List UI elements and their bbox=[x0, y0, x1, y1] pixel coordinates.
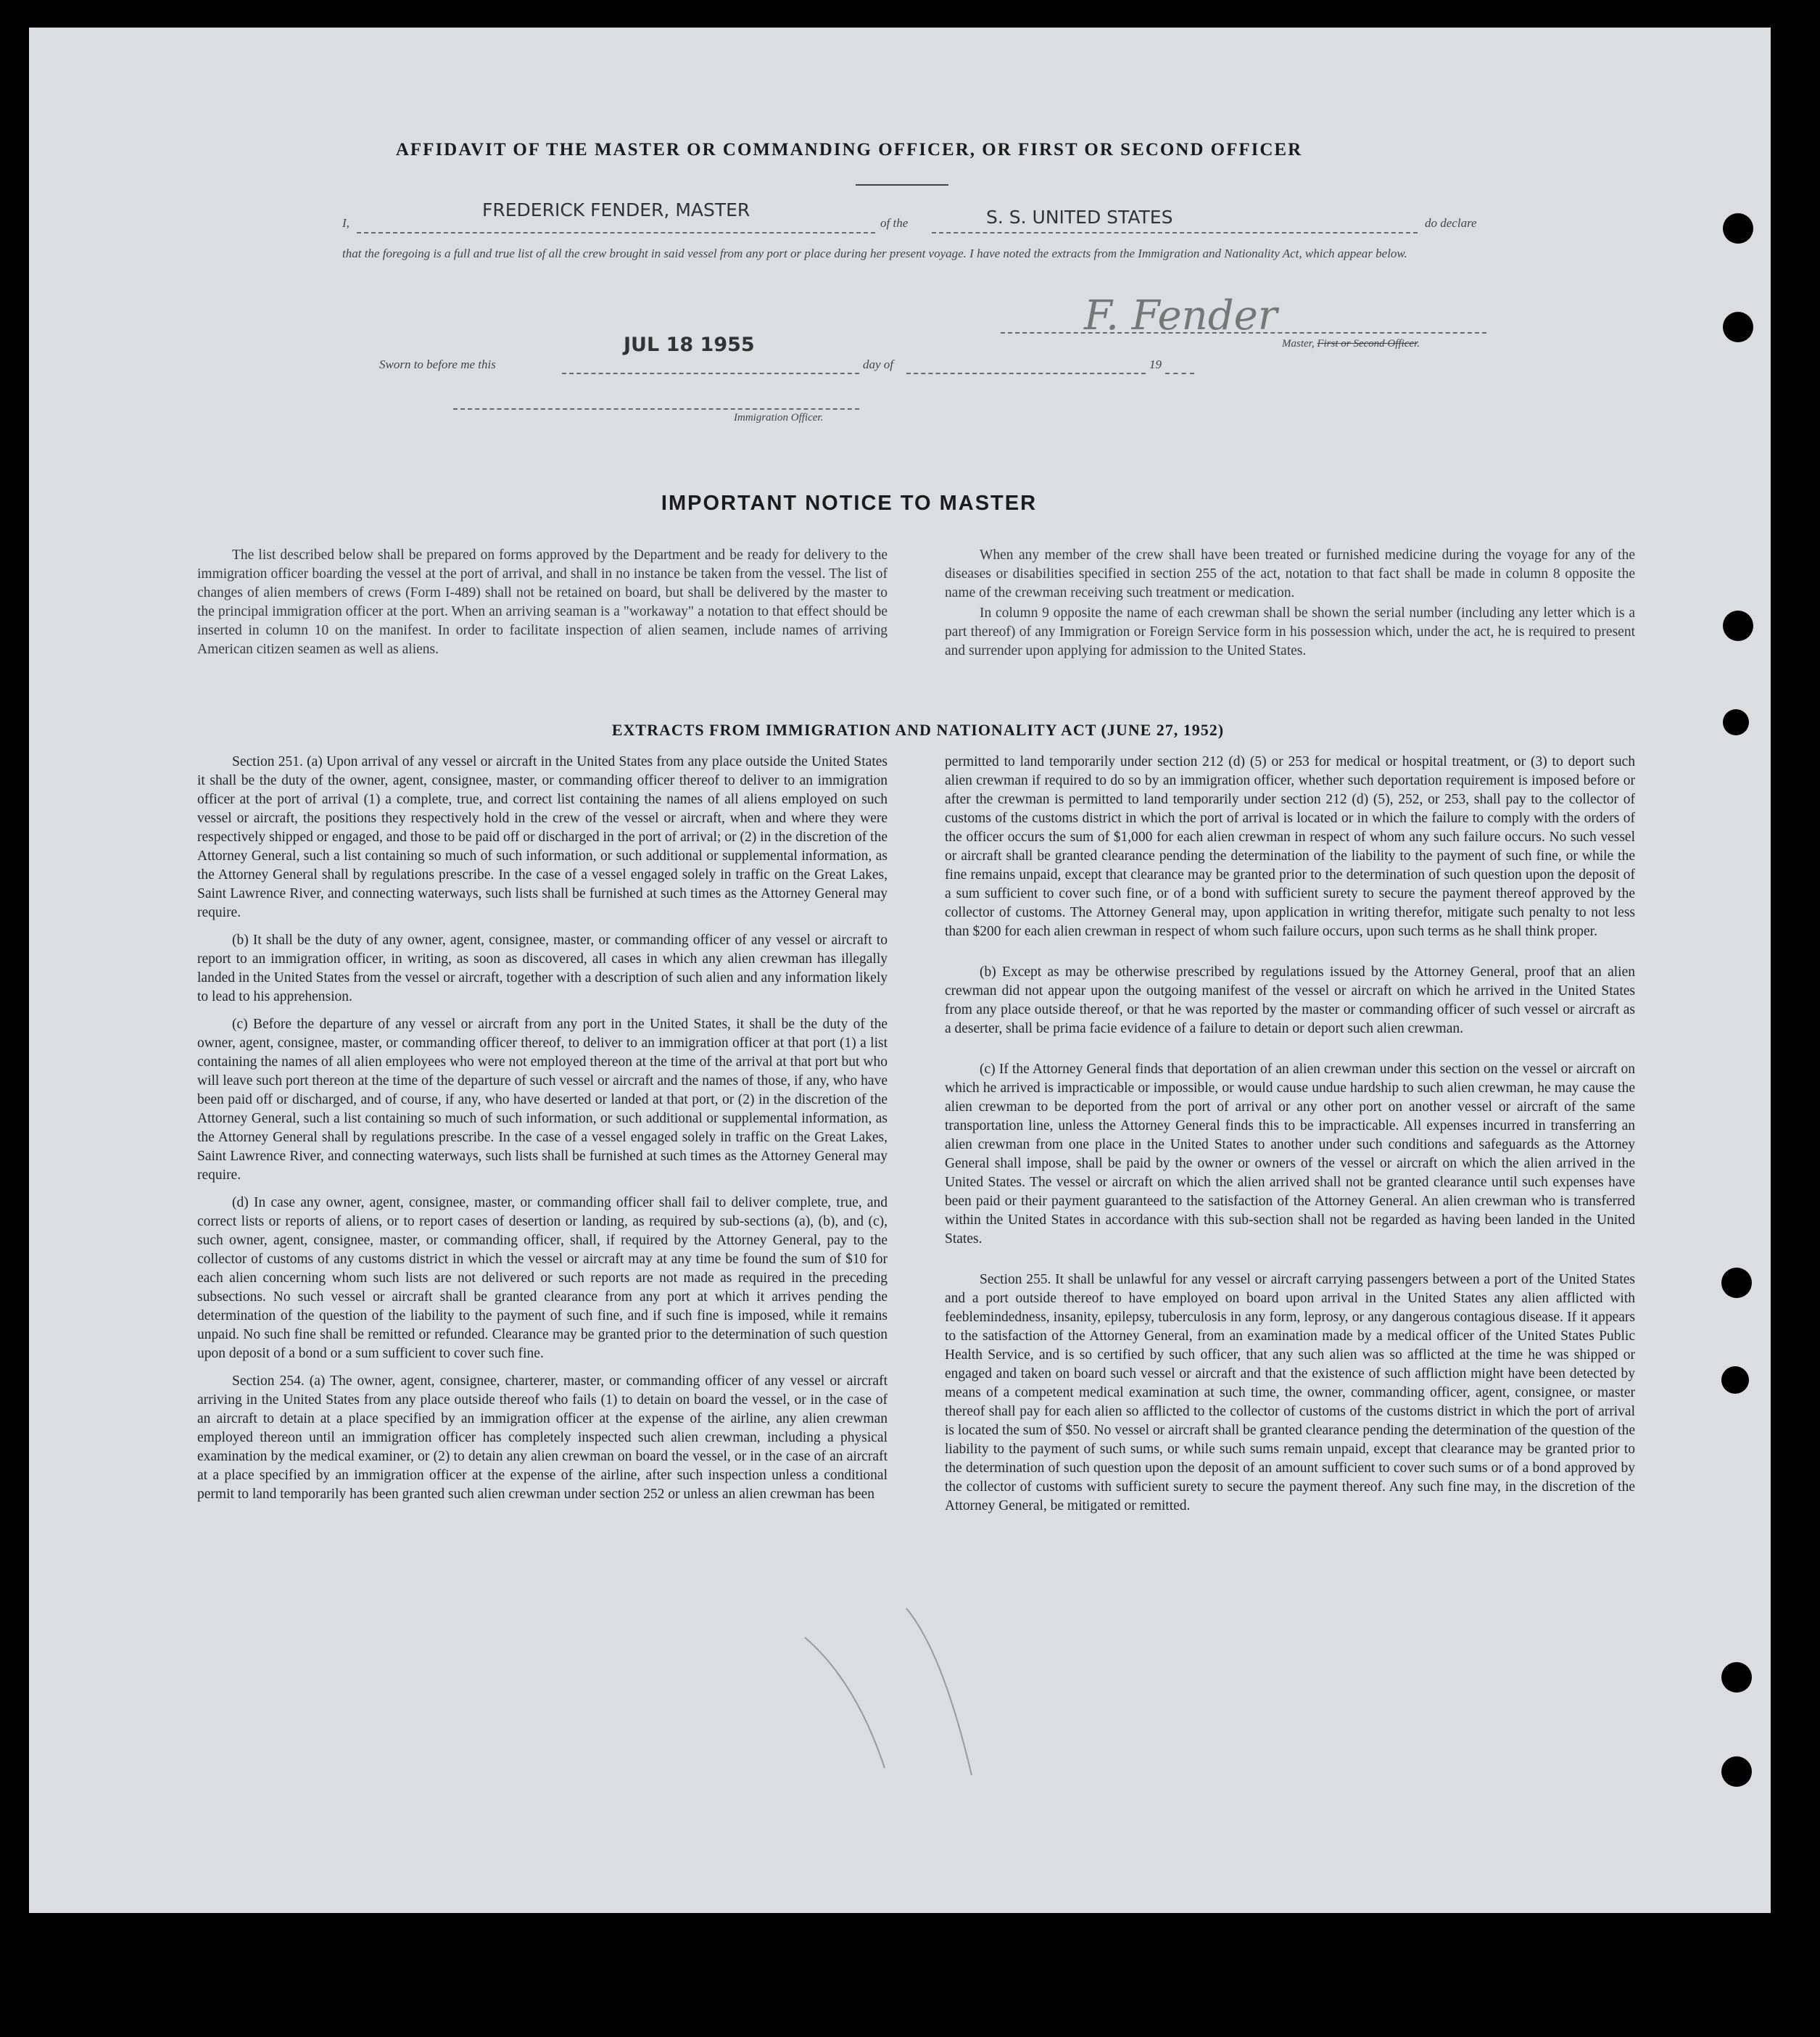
sworn-label: Sworn to before me this bbox=[379, 358, 496, 371]
caption-end: . bbox=[1417, 338, 1420, 350]
extract-section-254b: (b) Except as may be otherwise prescribed by regulations issued by the Attorney General, proof that an alien crewman did not appear upon the outgoing manifest of the vessel or aircraft on which he arrived in the United States from any place outside thereof, or that he was reported by the master or commanding officer of such vessel or aircraft as a deserter, shall be prima facie evidence of a failure to detain or deport such alien crewman. bbox=[945, 964, 1635, 1036]
day-of-label: day of bbox=[863, 358, 894, 371]
extract-section-251d: (d) In case any owner, agent, consignee, master, or commanding officer shall fail to deliver complete, true, and correct lists or reports of aliens, or to report cases of desertion or landing, as required by sub-sections (a), (b), and (c), such owner, agent, consignee, master, or commanding officer, shall, if required by the Attorney General, pay to the collector of customs of any customs district in which the vessel or aircraft may at any time be found the sum of $10 for each alien concerning whom such lists are not delivered or such reports are not made as required in the preceding subsections. No such vessel or aircraft shall be granted clearance from any port at which it arrives pending the determination of the question of the liability to the payment of such fine, and if such fine is imposed, while it remains unpaid. No such fine shall be remitted or refunded. Clearance may be granted prior to the determination of such question upon deposit of a bond or a sum sufficient to cover such fine. bbox=[197, 1195, 888, 1361]
notice-title: IMPORTANT NOTICE TO MASTER bbox=[661, 492, 1038, 515]
officer-caption: Immigration Officer. bbox=[734, 412, 824, 423]
extract-section-251a: Section 251. (a) Upon arrival of any vessel or aircraft in the United States from any place outside the United States it shall be the duty of the owner, agent, consignee, master, or commanding officer thereof to deliver to an immigration officer at the port of arrival (1) a complete, true, and correct list containing the names of all aliens employed on such vessel or aircraft, the positions they respectively hold in the crew of the vessel or aircraft, when and where they were respectively shipped or engaged, and those to be paid off or discharged in the port of arrival; or (2) in the discretion of the Attorney General, such a list containing so much of such information, or such additional or supplemental information, as the Attorney General shall by regulations prescribe. In the case of a vessel engaged solely in traffic on the Great Lakes, Saint Lawrence River, and connecting waterways, such lists shall be furnished at such times as the Attorney General may require. bbox=[197, 754, 888, 920]
caption-master: Master, bbox=[1282, 338, 1315, 350]
punch-hole bbox=[1721, 1662, 1752, 1693]
year-prefix: 19 bbox=[1149, 358, 1162, 371]
do-declare-label: do declare bbox=[1425, 216, 1477, 230]
notice-right-column bbox=[945, 546, 1635, 668]
title-rule bbox=[856, 184, 948, 186]
extract-section-254a: Section 254. (a) The owner, agent, consignee, charterer, master, or commanding officer of any vessel or aircraft arriving in the United States from any place outside thereof who fails (1) to detain on board the vessel, or in the case of an aircraft to detain at a place specified by an immigration officer at the expense of the airline, any alien crewman employed thereon until an immigration officer has completely inspected such alien crewman, including a physical examination by the medical examiner, or (2) to detain any alien crewman on board the vessel, or in the case of an aircraft at a place specified by an immigration officer at the expense of the airline, after such inspection unless a conditional permit to land temporarily has been granted such alien crewman under section 252 or unless an alien crewman has been bbox=[197, 1373, 888, 1502]
master-signature: F. Fender bbox=[1084, 292, 1278, 339]
declaration-text: that the foregoing is a full and true list of all the crew brought in said vessel from any port or place during her present voyage. I have noted the extracts from the Immigration and Nationality Act, which appear below. bbox=[342, 247, 1407, 260]
extract-section-255: Section 255. It shall be unlawful for any vessel or aircraft carrying passengers between a port of the United States and a port outside thereof to have employed on board upon arrival in the United States any alien afflicted with feeblemindedness, insanity, epilepsy, tuberculosis in any form, leprosy, or any dangerous contagious disease. If it appears to the satisfaction of the Attorney General, from an examination made by a medical officer of the United States Public Health Service, and is so certified by such officer, that any such alien was so afflicted at the time he was shipped or engaged and taken on board such vessel or aircraft and that the existence of such affliction might have been detected by means of a competent medical examination at such time, the owner, commanding officer, agent, consignee, or master thereof shall pay for each alien so afflicted to the collector of customs of the customs district in which the port of arrival is located the sum of $50. No vessel or aircraft shall be granted clearance pending the determination of the question of the liability to the payment of such sums, or while such sums remain unpaid, except that clearance may be granted prior to the determination of such question upon the deposit of an amount sufficient to cover such sums or of a bond approved by the collector of customs with sufficient surety to secure the payment thereof. Any such fine may, in the discretion of the Attorney General, be mitigated or remitted. bbox=[945, 1272, 1635, 1513]
caption-struck-officer: First or Second Officer bbox=[1317, 338, 1418, 350]
vessel-filled: S. S. UNITED STATES bbox=[986, 207, 1173, 228]
signature-caption bbox=[1282, 338, 1420, 350]
punch-hole bbox=[1721, 1756, 1752, 1787]
affidavit-title: AFFIDAVIT OF THE MASTER OR COMMANDING OFFICER, OR FIRST OR SECOND OFFICER bbox=[395, 140, 1303, 160]
document-page bbox=[29, 28, 1771, 1913]
extract-section-254c: (c) If the Attorney General finds that deportation of an alien crewman under this section on the vessel or aircraft on which he arrived is impracticable or impossible, or would cause undue hardship to such alien crewman, he may cause the alien crewman to be deported from the port of arrival or any other port on another vessel or aircraft of the same transportation line, unless the Attorney General finds this to be impracticable. All expenses incurred in transferring an alien crewman from one place in the United States to another under such conditions and safeguards as the Attorney General shall impose, shall be paid by the owner or owners of the vessel or aircraft on which the alien arrived in the United States. The vessel or aircraft on which the alien arrived shall not be granted clearance until such expenses have been paid or their payment guaranteed to the satisfaction of the Attorney General. An alien crewman who is transferred within the United States in accordance with this sub-section shall not be regarded as having been landed in the United States. bbox=[945, 1062, 1635, 1247]
of-the-label: of the bbox=[880, 216, 909, 230]
officer-line bbox=[453, 408, 859, 410]
vessel-line bbox=[932, 232, 1418, 234]
name-filled: FREDERICK FENDER, MASTER bbox=[482, 199, 750, 220]
name-line bbox=[357, 232, 875, 234]
date-stamp: JUL 18 1955 bbox=[624, 334, 755, 356]
line-i-label: I, bbox=[342, 216, 349, 230]
sworn-day-line bbox=[562, 373, 859, 374]
punch-hole bbox=[1723, 312, 1753, 342]
notice-left-text: The list described below shall be prepared on forms approved by the Department and be ready for delivery to the immigration officer boarding the vessel at the port of arrival, and shall in no instance be taken from the vessel. The list of changes of alien members of crews (Form I-489) shall not be retained on board, but shall be delivered by the master to the principal immigration officer at the port. When an arriving seaman is a "workaway" a notation to that effect should be inserted in column 10 on the manifest. In order to facilitate inspection of alien seamen, include names of arriving American citizen seamen as well as aliens. bbox=[197, 548, 888, 657]
year-line bbox=[1165, 373, 1194, 374]
extract-section-254a-cont: permitted to land temporarily under section 212 (d) (5) or 253 for medical or hospital treatment, or (3) to deport such alien crewman if required to do so by an immigration officer, whether such deportation requirement is imposed before or after the crewman is permitted to land temporarily under section 212 (d) (5), 252, or 253, shall pay to the collector of customs of the customs district in which the port of arrival is located or in which the failure to comply with the orders of the officer occurs the sum of $1,000 for each alien crewman in respect of whom any such failure occurs. No such vessel or aircraft shall be granted clearance pending the determination of the liability to the payment of such fine, or while the fine remains unpaid, except that clearance may be granted prior to the determination of such question upon the deposit of a sum sufficient to cover such fine, or of a bond with sufficient surety to secure the payment thereof approved by the collector of customs. The Attorney General may, upon application in writing therefor, mitigate such penalty to not less than $200 for each alien crewman in respect of whom such failure occurs, upon such terms as he shall think proper. bbox=[945, 754, 1635, 939]
extracts-left-column bbox=[197, 753, 888, 1511]
punch-hole bbox=[1723, 611, 1753, 641]
notice-right-para-2: In column 9 opposite the name of each crewman shall be shown the serial number (including any letter which is a part thereof) of any Immigration or Foreign Service form in his possession which, under the act, he is required to present and surrender upon applying for admission to the United States. bbox=[945, 606, 1635, 658]
punch-hole bbox=[1723, 213, 1753, 244]
notice-right-para-1: When any member of the crew shall have been treated or furnished medicine during the voyage for any of the diseases or disabilities specified in section 255 of the act, notation to that fact shall be made in column 8 opposite the name of the crewman receiving such treatment or medication. bbox=[945, 548, 1635, 600]
pencil-mark bbox=[798, 1594, 986, 1782]
extracts-title: EXTRACTS FROM IMMIGRATION AND NATIONALITY ACT (JUNE 27, 1952) bbox=[611, 721, 1225, 739]
punch-hole bbox=[1723, 709, 1749, 735]
signature-line bbox=[1001, 332, 1486, 334]
extract-section-251b: (b) It shall be the duty of any owner, agent, consignee, master, or commanding officer of any vessel or aircraft to report to an immigration officer, in writing, as soon as discovered, all cases in which any alien crewman has illegally landed in the United States from the vessel or aircraft, together with a description of such alien and any information likely to lead to his apprehension. bbox=[197, 933, 888, 1004]
extracts-right-column bbox=[945, 753, 1635, 1523]
punch-hole bbox=[1721, 1366, 1749, 1394]
extract-section-251c: (c) Before the departure of any vessel or aircraft from any port in the United States, it shall be the duty of the owner, agent, consignee, master, or commanding officer thereof, to deliver to an immigration officer at that port (1) a list containing the names of all alien employees who were not employed thereon at the time of the arrival at that port but who will leave such port thereon at the time of the departure of such vessel or aircraft and the names of those, if any, who have been paid off or discharged, and of course, if any, who have deserted or landed at that port, or (2) in the discretion of the Attorney General, such a list containing so much of such information, or such additional or supplemental information, as the Attorney General shall by regulations prescribe. In the case of a vessel engaged solely in traffic on the Great Lakes, Saint Lawrence River, and connecting waterways, such lists shall be furnished at such times as the Attorney General may require. bbox=[197, 1017, 888, 1183]
month-line bbox=[906, 373, 1146, 374]
punch-hole bbox=[1721, 1268, 1752, 1298]
